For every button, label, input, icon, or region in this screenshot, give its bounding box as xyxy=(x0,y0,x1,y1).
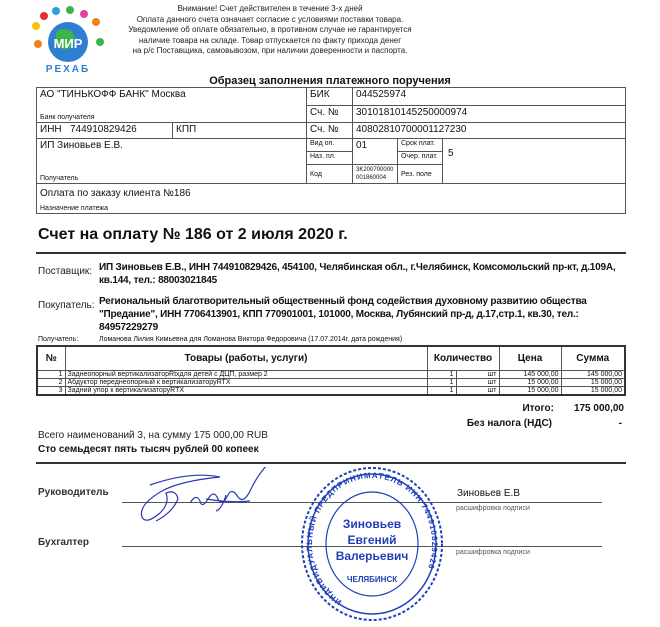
items-table xyxy=(36,345,626,396)
account-label: Сч. № xyxy=(307,123,353,139)
invoice-body xyxy=(36,261,626,614)
corr-label: Сч. № xyxy=(307,105,353,123)
notice-line: на р/с Поставщика, самовывозом, при наличии доверенности и паспорта. xyxy=(132,46,408,55)
supplier-label: Поставщик: xyxy=(38,266,93,277)
col-price: Цена xyxy=(499,346,561,371)
logo xyxy=(30,6,110,74)
buyer-row xyxy=(36,295,626,334)
signatures-block xyxy=(36,464,626,614)
total-value: 175 000,00 xyxy=(573,403,624,414)
director-name-line xyxy=(442,502,602,503)
supplier-row xyxy=(36,261,626,287)
recipient-name: ИП Зиновьев Е.В. xyxy=(40,140,123,151)
stamp-line-1: Зиновьев xyxy=(342,517,402,531)
supplier-details: ИП Зиновьев Е.В., ИНН 744910829426, 454100, Челябинская обл., г.Челябинск, Комсомольский пр-кт, д.109А, кв.144, тел.: 88003021845 xyxy=(99,262,616,286)
bik-label: БИК xyxy=(307,88,353,106)
table-row: 3 Задний упор к вертикализаторуRTX 1 шт 15 000,00 15 000,00 xyxy=(37,387,625,396)
vat-row xyxy=(36,417,626,430)
account-value: 40802810700001127230 xyxy=(353,123,626,139)
decode-label: расшифровка подписи xyxy=(456,505,530,512)
payment-sample-title: Образец заполнения платежного поручения xyxy=(209,75,451,87)
accountant-name-line xyxy=(442,546,602,547)
stamp-city: ЧЕЛЯБИНСК xyxy=(346,575,398,584)
stamp-ring-text: ИНДИВИДУАЛЬНЫЙ ПРЕДПРИНИМАТЕЛЬ ИНН 744910829426 xyxy=(304,470,440,607)
ocher-value: 5 xyxy=(448,148,454,159)
inn-label: ИНН xyxy=(40,124,62,135)
signature-icon xyxy=(130,467,290,537)
bik-value: 044525974 xyxy=(353,88,626,106)
ocher-label: Очер. плат. xyxy=(398,152,443,165)
col-goods: Товары (работы, услуги) xyxy=(65,346,427,371)
receiver-label: Получатель: xyxy=(38,336,79,343)
purpose-label: Назначение платежа xyxy=(40,205,108,212)
company-stamp xyxy=(298,466,446,627)
stamp-line-3: Валерьевич xyxy=(335,549,409,563)
bank-label: Банк получателя xyxy=(40,114,95,121)
bank-name: АО "ТИНЬКОФФ БАНК" Москва xyxy=(40,89,186,100)
invoice-title: Счет на оплату № 186 от 2 июля 2020 г. xyxy=(38,226,348,243)
col-sum: Сумма xyxy=(561,346,625,371)
kpp-label: КПП xyxy=(173,123,307,139)
divider xyxy=(36,252,626,254)
notice-line: Внимание! Счет действителен в течение 3-х дней xyxy=(177,4,363,13)
decode-label-2: расшифровка подписи xyxy=(456,549,530,556)
corr-account: 30101810145250000974 xyxy=(353,105,626,123)
director-name: Зиновьев Е.В xyxy=(457,488,521,499)
director-label: Руководитель xyxy=(38,487,109,498)
accountant-label: Бухгалтер xyxy=(38,537,89,548)
notice-line: Уведомление об оплате обязательно, в противном случае не гарантируется xyxy=(128,25,412,34)
vid-op-label: Вид оп. xyxy=(307,139,353,152)
payment-purpose: Оплата по заказу клиента №186 xyxy=(40,188,191,199)
notice-line: Оплата данного счета означает согласие с условиями поставки товара. xyxy=(136,14,404,24)
items-summary: Всего наименований 3, на сумму 175 000,00 RUB xyxy=(38,430,268,441)
notice-line: наличие товара на складе. Товар отпускается по факту прихода денег xyxy=(138,35,402,45)
kod-label: Код xyxy=(307,165,353,184)
logo-bottom-text: РЕХАБ xyxy=(45,64,91,74)
recipient-label: Получатель xyxy=(40,175,79,182)
col-quantity: Количество xyxy=(427,346,499,371)
buyer-label: Покупатель: xyxy=(38,300,95,311)
total-label: Итого: xyxy=(522,403,554,414)
amount-in-words: Сто семьдесят пять тысяч рублей 00 копеек xyxy=(38,444,259,455)
rez-label: Рез. поле xyxy=(398,165,443,184)
logo-top-text: МИР xyxy=(53,36,83,51)
naz-pl-label: Наз. пл. xyxy=(307,152,353,165)
table-row: 2 Абдуктор переднеопорный к вертикализаторуRTX 1 шт 15 000,00 15 000,00 xyxy=(37,379,625,387)
inn-value: 744910829426 xyxy=(69,124,137,135)
receiver-details: Ломанова Лилия Кимьевна для Ломанова Виктора Федоровича (17.07.2014г. дата рождения) xyxy=(99,336,403,343)
buyer-details: Региональный благотворительный общественный фонд содействия духовному развитию общества "Предание", ИНН 7706413901, КПП 770901001, 101000, Москва, Лубянский пр-д, д.17,стр.1, кв.30, тел.: 84957229279 xyxy=(99,296,587,333)
vat-value: - xyxy=(618,418,622,429)
vid-op-value: 01 xyxy=(353,139,398,165)
receiver-row xyxy=(36,336,626,343)
vat-label: Без налога (НДС) xyxy=(466,418,552,429)
srok-label: Срок плат. xyxy=(398,139,443,152)
table-row: 1 Заднеопорный вертикализаторRtxдля детей с ДЦП, размер 2 1 шт 145 000,00 145 000,00 xyxy=(37,371,625,379)
total-row xyxy=(36,402,626,415)
stamp-line-2: Евгений xyxy=(347,533,397,547)
kod-value: 3K200700000 001860004 xyxy=(353,165,398,184)
col-number: № xyxy=(37,346,65,371)
payment-details-table xyxy=(36,87,626,214)
notice xyxy=(120,4,420,57)
